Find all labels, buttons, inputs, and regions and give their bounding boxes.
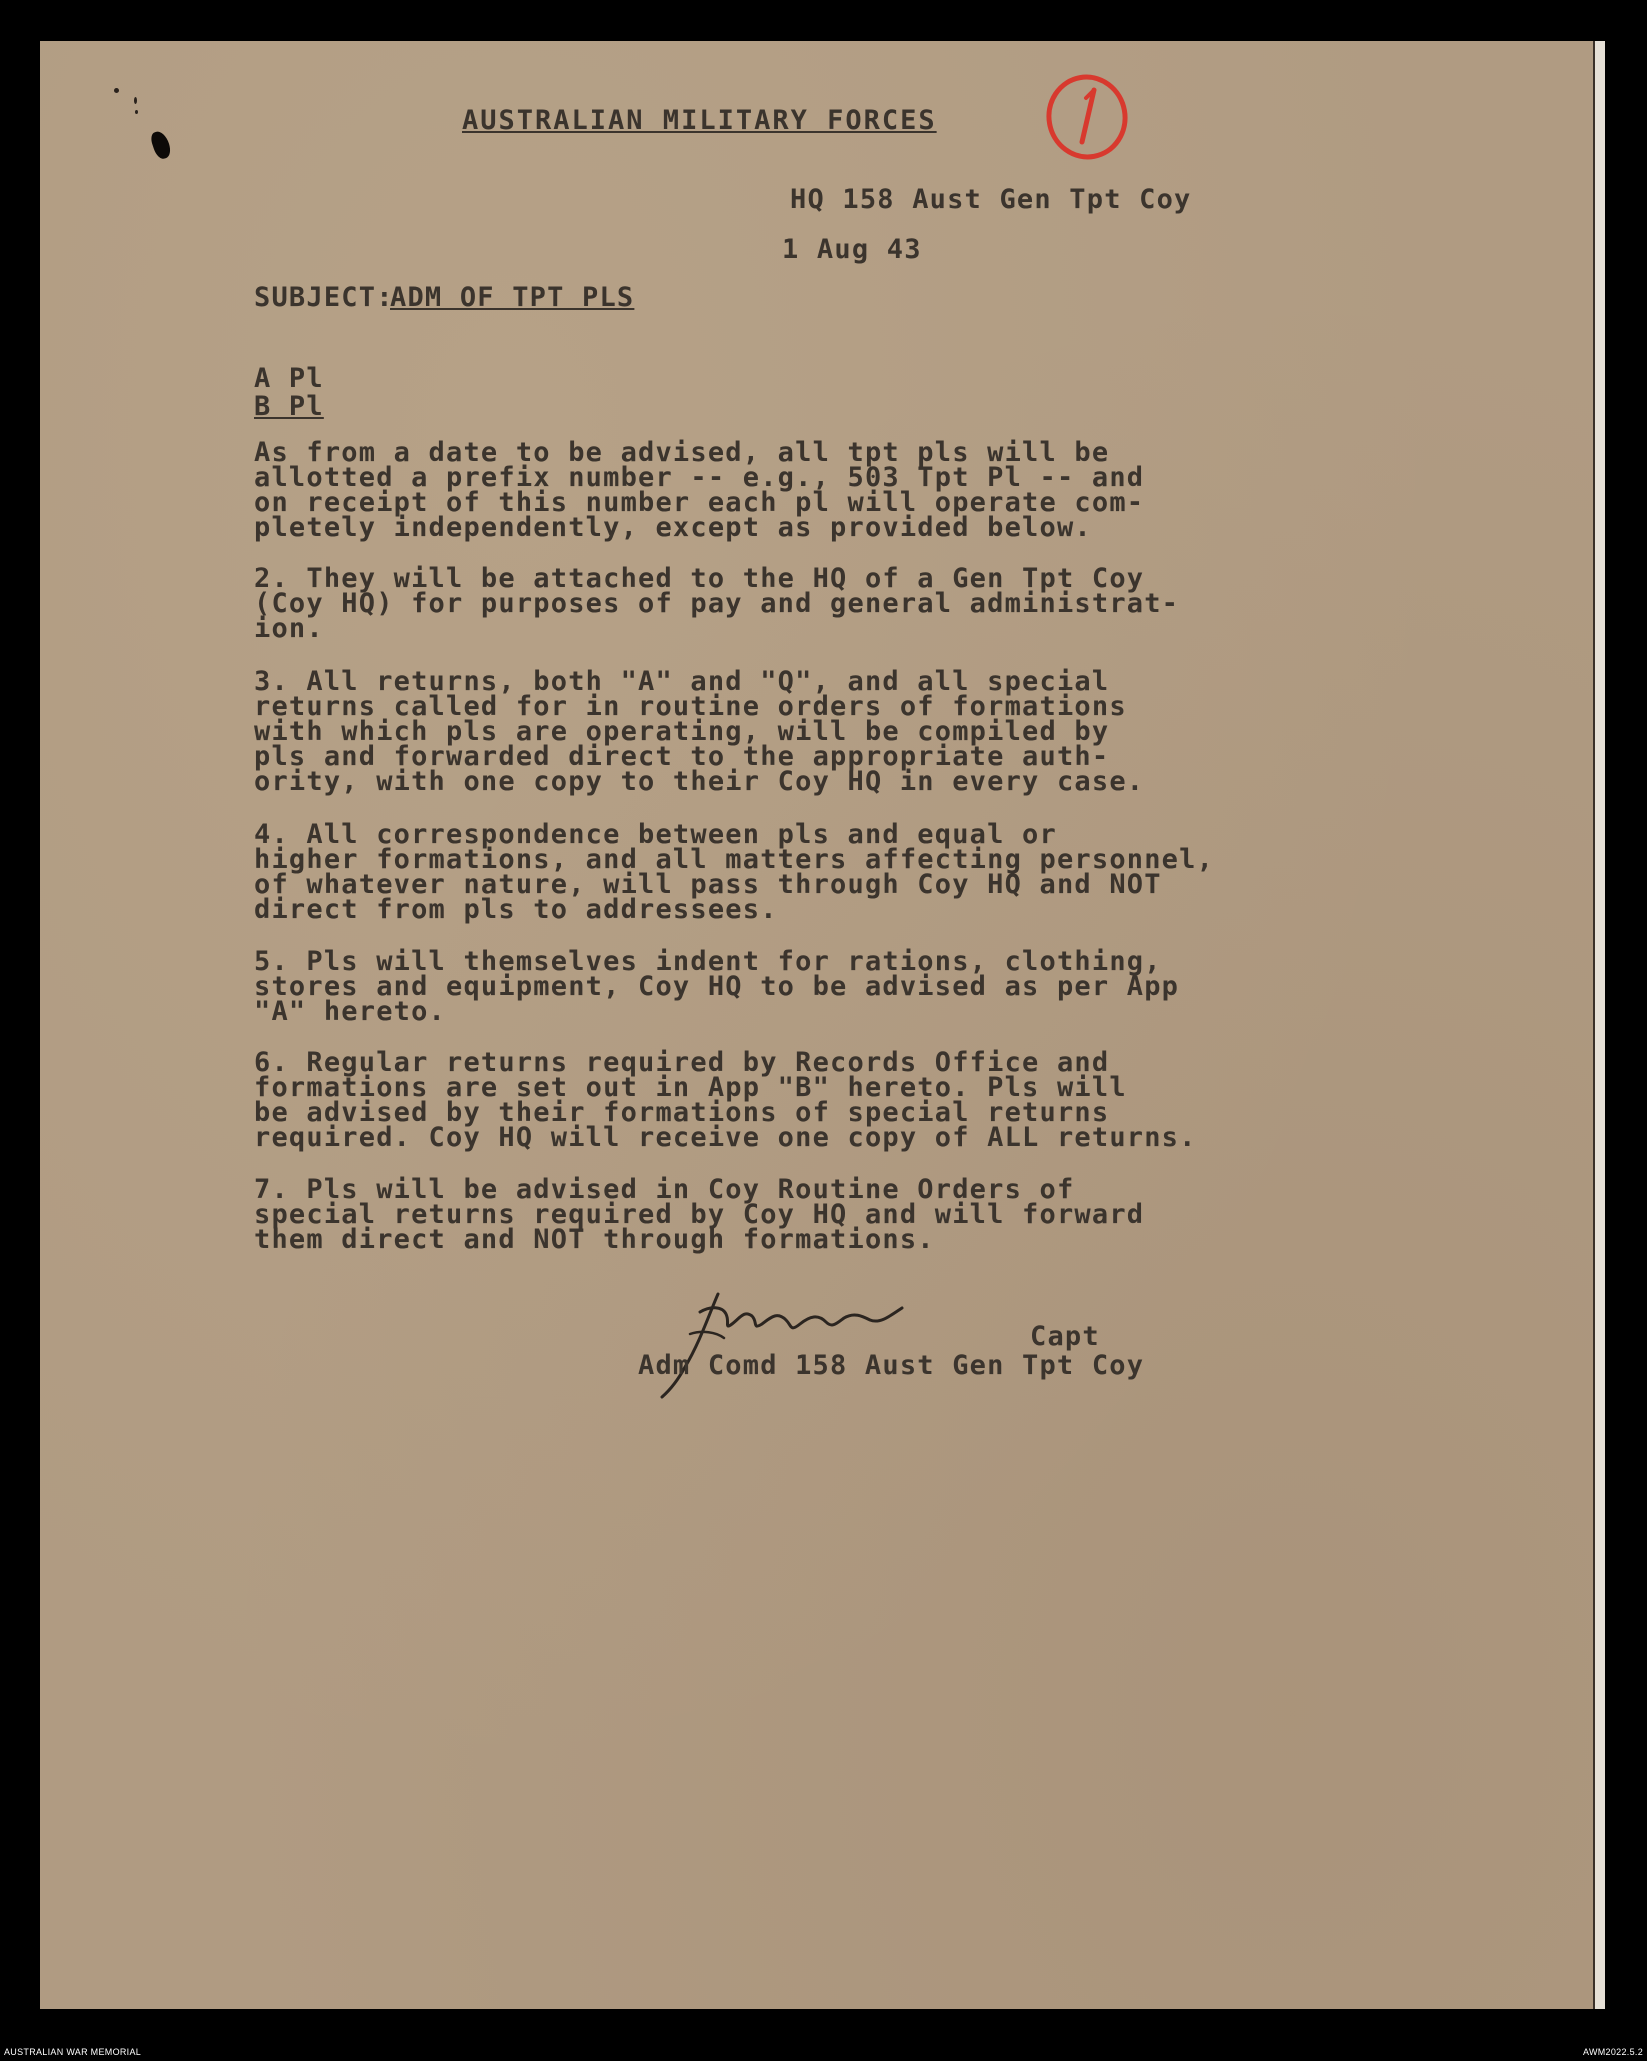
- ink-speck: [114, 88, 119, 93]
- footer-accession-number: AWM2022.5.2: [1583, 2047, 1643, 2057]
- document-heading: AUSTRALIAN MILITARY FORCES: [462, 105, 937, 136]
- paragraph-3: 3. All returns, both "A" and "Q", and all special returns called for in routine orders of formations with which pls are operating, will be compiled by pls and forwarded direct to the appropriate auth- ority, with one copy to their Coy HQ in every case.: [254, 666, 1145, 797]
- paragraph-1: As from a date to be advised, all tpt pls will be allotted a prefix number -- e.g., 503 Tpt Pl -- and on receipt of this number each pl will operate com- pletely independently, except as provided below.: [254, 437, 1145, 543]
- subject-value: ADM OF TPT PLS: [390, 282, 635, 313]
- document-date: 1 Aug 43: [782, 234, 922, 265]
- handwritten-signature: [640, 1272, 940, 1402]
- paragraph-5: 5. Pls will themselves indent for rations, clothing, stores and equipment, Coy HQ to be advised as per App "A" hereto.: [254, 946, 1180, 1027]
- originating-unit: HQ 158 Aust Gen Tpt Coy: [790, 184, 1192, 215]
- paragraph-7: 7. Pls will be advised in Coy Routine Orders of special returns required by Coy HQ and will forward them direct and NOT through formations.: [254, 1174, 1145, 1255]
- paragraph-2: 2. They will be attached to the HQ of a Gen Tpt Coy (Coy HQ) for purposes of pay and general administrat- ion.: [254, 563, 1180, 644]
- page-edge-strip: [1593, 41, 1605, 2009]
- signatory-rank: Capt: [1030, 1321, 1100, 1352]
- ink-speck: [135, 110, 138, 114]
- footer-credit: AUSTRALIAN WAR MEMORIAL: [4, 2047, 142, 2057]
- distribution-item: B Pl: [254, 391, 324, 422]
- paragraph-4: 4. All correspondence between pls and equal or higher formations, and all matters affecting personnel, of whatever nature, will pass through Coy HQ and NOT direct from pls to addressees.: [254, 819, 1215, 925]
- ink-speck: [134, 97, 137, 104]
- signatory-appointment: Adm Comd 158 Aust Gen Tpt Coy: [638, 1350, 1145, 1381]
- distribution-item: A Pl: [254, 363, 324, 394]
- paragraph-6: 6. Regular returns required by Records Office and formations are set out in App "B" hereto. Pls will be advised by their formations of special returns required. Coy HQ will receive one copy of ALL returns.: [254, 1047, 1197, 1153]
- folio-number-stamp: [1042, 72, 1132, 162]
- subject-label: SUBJECT:: [254, 282, 394, 313]
